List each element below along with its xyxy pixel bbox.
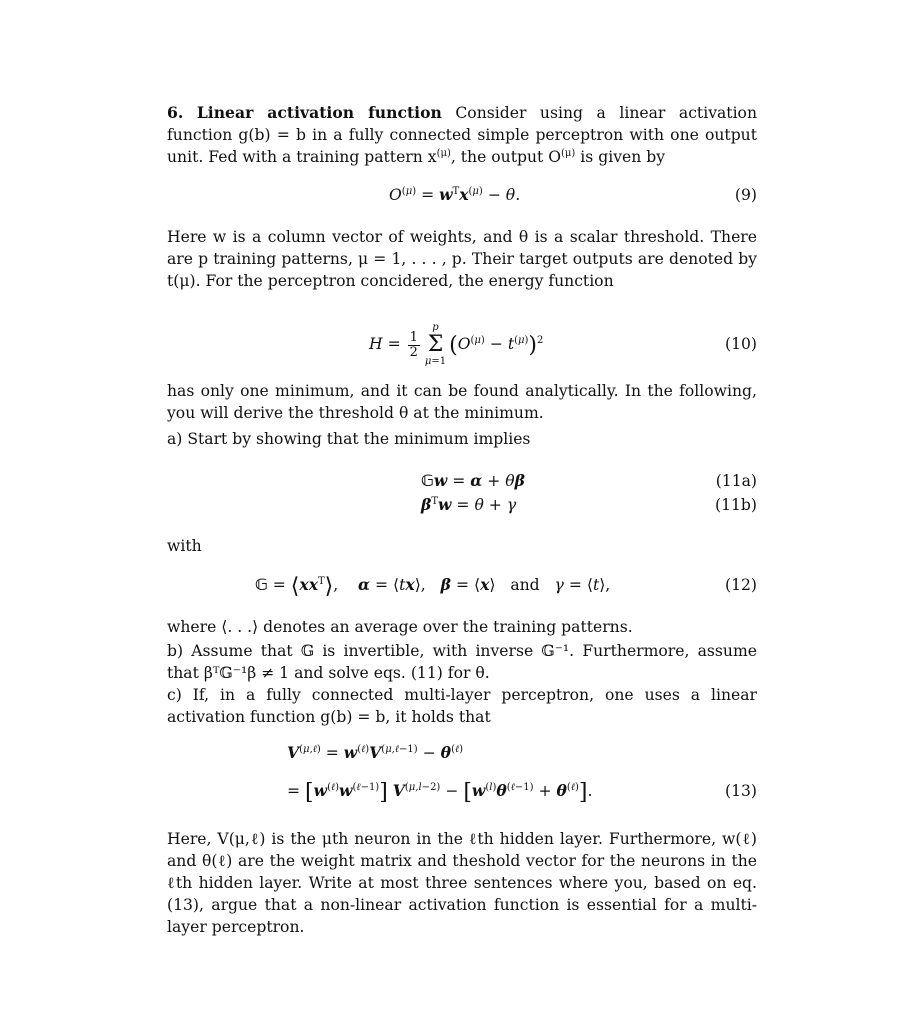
paragraph-final: Here, V(μ,ℓ) is the μth neuron in the ℓth hidden layer. Furthermore, w(ℓ) and θ(ℓ) are the weight matrix and theshold vector for the neurons in the ℓth hidden layer. Write at most three sentences where you, based on eq. (13), argue that a non-linear activation function is essential for a multi-layer perceptron.: [167, 830, 757, 936]
equation-10-formula: H = $\frac{1}{2}$ p Σ μ=1 $(O^{(\mu)} - t^{(\mu)})^2$: [369, 322, 544, 367]
equation-11b-formula: $\beta^Tw = \theta + \gamma$: [421, 495, 517, 514]
equation-13-line2-formula: = $[w^{(\ell)}w^{(\ell-1)}] V^{(\mu,l-2)} - [w^{(l)}\theta^{(\ell-1)} + \theta^{(\ell)}]$.: [287, 780, 593, 805]
equation-9-formula: $O^{(\mu)} = w^Tx^{(\mu)} - \theta$.: [389, 185, 521, 204]
equation-11a-formula: 𝔾w = α + θβ: [421, 471, 525, 490]
problem-title: Linear activation function: [196, 103, 442, 122]
equation-10: [167, 322, 757, 366]
and-word: and: [510, 576, 540, 594]
sum-symbol: p Σ μ=1: [424, 322, 447, 367]
equation-9: [167, 184, 757, 206]
intro-mu-sup: (μ): [436, 147, 451, 159]
part-b: b) Assume that 𝔾 is invertible, with inverse 𝔾⁻¹. Furthermore, assume that βᵀ𝔾⁻¹β ≠ 1 and solve eqs. (11) for θ.: [167, 642, 757, 682]
equation-12-label: (12): [724, 576, 757, 594]
equation-13-line1-formula: $V^{(\mu,\ell)} = w^{(\ell)}V^{(\mu,\ell-1)} - \theta^{(\ell)}$: [287, 743, 464, 762]
equation-13-line2: [167, 780, 757, 805]
half-fraction: $\frac{1}{2}$: [409, 329, 418, 360]
equation-13-line1: [167, 742, 757, 764]
equation-13-label: (13): [724, 782, 757, 800]
equation-9-label: (9): [734, 186, 757, 204]
equation-12-formula: 𝔾 = $⟨xx^T⟩$, α = ⟨tx⟩, β = ⟨x⟩ and γ = ⟨t⟩,: [255, 574, 611, 599]
equation-11b: [167, 494, 757, 516]
equation-11b-label: (11b): [715, 496, 757, 514]
problem-intro-end: is given by: [575, 148, 666, 166]
part-c: c) If, in a fully connected multi-layer perceptron, one uses a linear activation function g(b) = b, it holds that: [167, 686, 757, 726]
with-word: with: [167, 537, 202, 555]
problem-intro: [167, 102, 757, 168]
equation-11a: [167, 470, 757, 492]
problem-intro-tail: , the output O: [450, 148, 562, 166]
intro-mu-sup-2: (μ): [561, 147, 576, 159]
problem-number: 6.: [167, 103, 184, 122]
problem-intro-text: Consider using a linear activation function g(b) = b in a fully connected simple perceptron with one output unit. Fed with a training pattern x: [167, 104, 757, 166]
paragraph-minimum: has only one minimum, and it can be found analytically. In the following, you will derive the threshold θ at the minimum.: [167, 382, 757, 422]
equation-11a-label: (11a): [715, 472, 757, 490]
part-a: a) Start by showing that the minimum implies: [167, 430, 531, 448]
equation-10-label: (10): [724, 335, 757, 353]
equation-12: [167, 574, 757, 599]
paragraph-where: where ⟨. . .⟩ denotes an average over the training patterns.: [167, 618, 633, 636]
paragraph-weights: Here w is a column vector of weights, and θ is a scalar threshold. There are p training patterns, μ = 1, . . . , p. Their target outputs are denoted by t(μ). For the perceptron concidered, the energy function: [167, 228, 757, 290]
